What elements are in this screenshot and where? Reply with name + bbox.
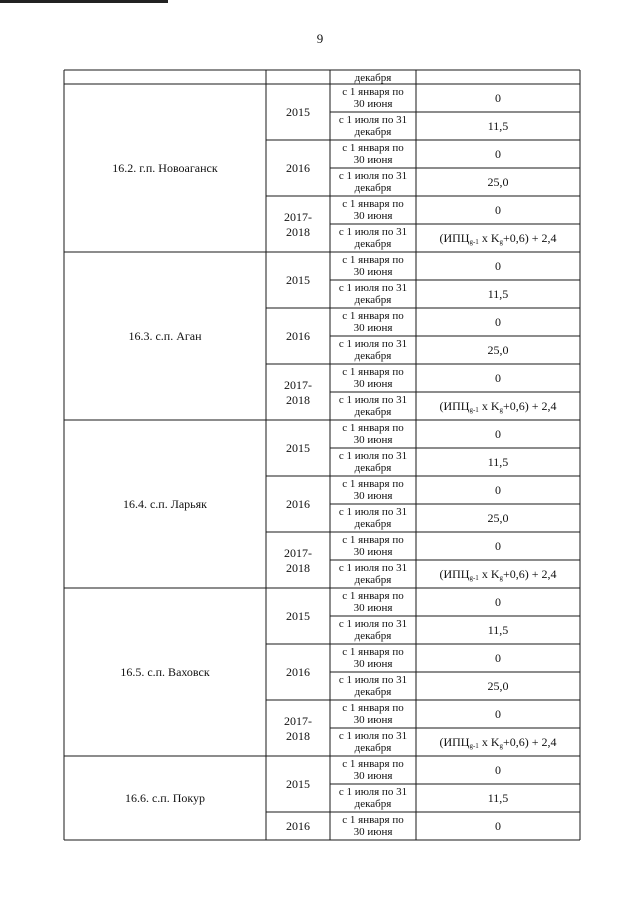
period-label: 30 июня [353, 658, 393, 670]
period-label: декабря [354, 574, 392, 586]
rate-value: 0 [495, 371, 501, 385]
year-label: 2016 [286, 497, 310, 511]
rate-value: 11,5 [487, 623, 509, 637]
period-label: декабря [354, 742, 392, 754]
rate-value: 0 [495, 259, 501, 273]
period-label: 30 июня [353, 826, 393, 838]
period-label: с 1 июля по 31 [338, 170, 408, 182]
year-label: 2016 [286, 329, 310, 343]
year-label: 2018 [286, 393, 310, 407]
period-label: с 1 июля по 31 [338, 226, 408, 238]
page-number: 9 [316, 31, 324, 46]
period-label: с 1 января по [342, 758, 404, 770]
period-label: 30 июня [353, 546, 393, 558]
year-label: 2017- [284, 714, 312, 728]
location-name: 16.5. с.п. Ваховск [120, 665, 210, 679]
year-label: 2015 [286, 273, 310, 287]
period-label: с 1 июля по 31 [338, 506, 408, 518]
period-label: декабря [354, 238, 392, 250]
period-label: 30 июня [353, 266, 393, 278]
period-label: с 1 июля по 31 [338, 730, 408, 742]
period-label: с 1 июля по 31 [338, 450, 408, 462]
location-name: 16.4. с.п. Ларьяк [122, 497, 208, 511]
formula-value: (ИПЦg-1 х Kg+0,6) + 2,4 [439, 735, 557, 750]
rate-value: 11,5 [487, 119, 509, 133]
formula-value: (ИПЦg-1 х Kg+0,6) + 2,4 [439, 231, 557, 246]
period-label: декабря [354, 518, 392, 530]
rate-value: 0 [495, 315, 501, 329]
period-label: декабря [354, 126, 392, 138]
period-label: с 1 июля по 31 [338, 674, 408, 686]
period-label: с 1 июля по 31 [338, 786, 408, 798]
period-label: с 1 января по [342, 702, 404, 714]
period-label: 30 июня [353, 210, 393, 222]
period-label: декабря [354, 406, 392, 418]
period-label: 30 июня [353, 770, 393, 782]
period-label: с 1 января по [342, 590, 404, 602]
year-label: 2016 [286, 161, 310, 175]
year-label: 2016 [286, 665, 310, 679]
rate-value: 11,5 [487, 791, 509, 805]
year-label: 2015 [286, 777, 310, 791]
period-label: 30 июня [353, 490, 393, 502]
period-label: 30 июня [353, 602, 393, 614]
rate-value: 25,0 [487, 343, 509, 357]
formula-value: (ИПЦg-1 х Kg+0,6) + 2,4 [439, 399, 557, 414]
period-label: с 1 января по [342, 422, 404, 434]
rate-value: 0 [495, 539, 501, 553]
period-label: с 1 января по [342, 366, 404, 378]
location-name: 16.2. г.п. Новоаганск [112, 161, 218, 175]
period-label: декабря [354, 630, 392, 642]
rate-value: 0 [495, 203, 501, 217]
period-label: 30 июня [353, 154, 393, 166]
rate-value: 0 [495, 91, 501, 105]
location-name: 16.3. с.п. Аган [128, 329, 202, 343]
rate-value: 0 [495, 651, 501, 665]
period-label: с 1 января по [342, 534, 404, 546]
period-label: с 1 января по [342, 198, 404, 210]
year-label: 2018 [286, 225, 310, 239]
period-label: с 1 января по [342, 310, 404, 322]
rate-value: 25,0 [487, 175, 509, 189]
year-label: 2015 [286, 105, 310, 119]
period-label: с 1 июля по 31 [338, 394, 408, 406]
period-label: 30 июня [353, 98, 393, 110]
rate-value: 0 [495, 763, 501, 777]
rate-value: 25,0 [487, 679, 509, 693]
period-label: с 1 января по [342, 478, 404, 490]
period-label: декабря [354, 686, 392, 698]
period-label: декабря [354, 350, 392, 362]
period-label: с 1 января по [342, 814, 404, 826]
rate-value: 25,0 [487, 511, 509, 525]
period-label: декабря [354, 182, 392, 194]
period-label: декабря [354, 798, 392, 810]
period-label: 30 июня [353, 378, 393, 390]
rate-value: 0 [495, 707, 501, 721]
location-name: 16.6. с.п. Покур [124, 791, 206, 805]
rate-value: 0 [495, 147, 501, 161]
period-label: с 1 января по [342, 86, 404, 98]
period-label: 30 июня [353, 434, 393, 446]
year-label: 2018 [286, 561, 310, 575]
year-label: 2016 [286, 819, 310, 833]
year-label: 2015 [286, 609, 310, 623]
year-label: 2017- [284, 210, 312, 224]
period-label: с 1 июля по 31 [338, 618, 408, 630]
year-label: 2015 [286, 441, 310, 455]
period-label: декабря [354, 462, 392, 474]
formula-value: (ИПЦg-1 х Kg+0,6) + 2,4 [439, 567, 557, 582]
rate-value: 11,5 [487, 287, 509, 301]
year-label: 2017- [284, 546, 312, 560]
year-label: 2018 [286, 729, 310, 743]
period-label: с 1 июля по 31 [338, 338, 408, 350]
period-label: с 1 июля по 31 [338, 282, 408, 294]
period-label: 30 июня [353, 714, 393, 726]
period-label: с 1 января по [342, 142, 404, 154]
rate-value: 0 [495, 819, 501, 833]
period-label: с 1 июля по 31 [338, 562, 408, 574]
rate-value: 0 [495, 427, 501, 441]
rate-value: 0 [495, 595, 501, 609]
period-label: с 1 января по [342, 646, 404, 658]
year-label: 2017- [284, 378, 312, 392]
rate-value: 0 [495, 483, 501, 497]
period-label: с 1 января по [342, 254, 404, 266]
rate-value: 11,5 [487, 455, 509, 469]
period-label: декабря [354, 294, 392, 306]
header-period-text: декабря [354, 72, 392, 84]
period-label: 30 июня [353, 322, 393, 334]
period-label: с 1 июля по 31 [338, 114, 408, 126]
